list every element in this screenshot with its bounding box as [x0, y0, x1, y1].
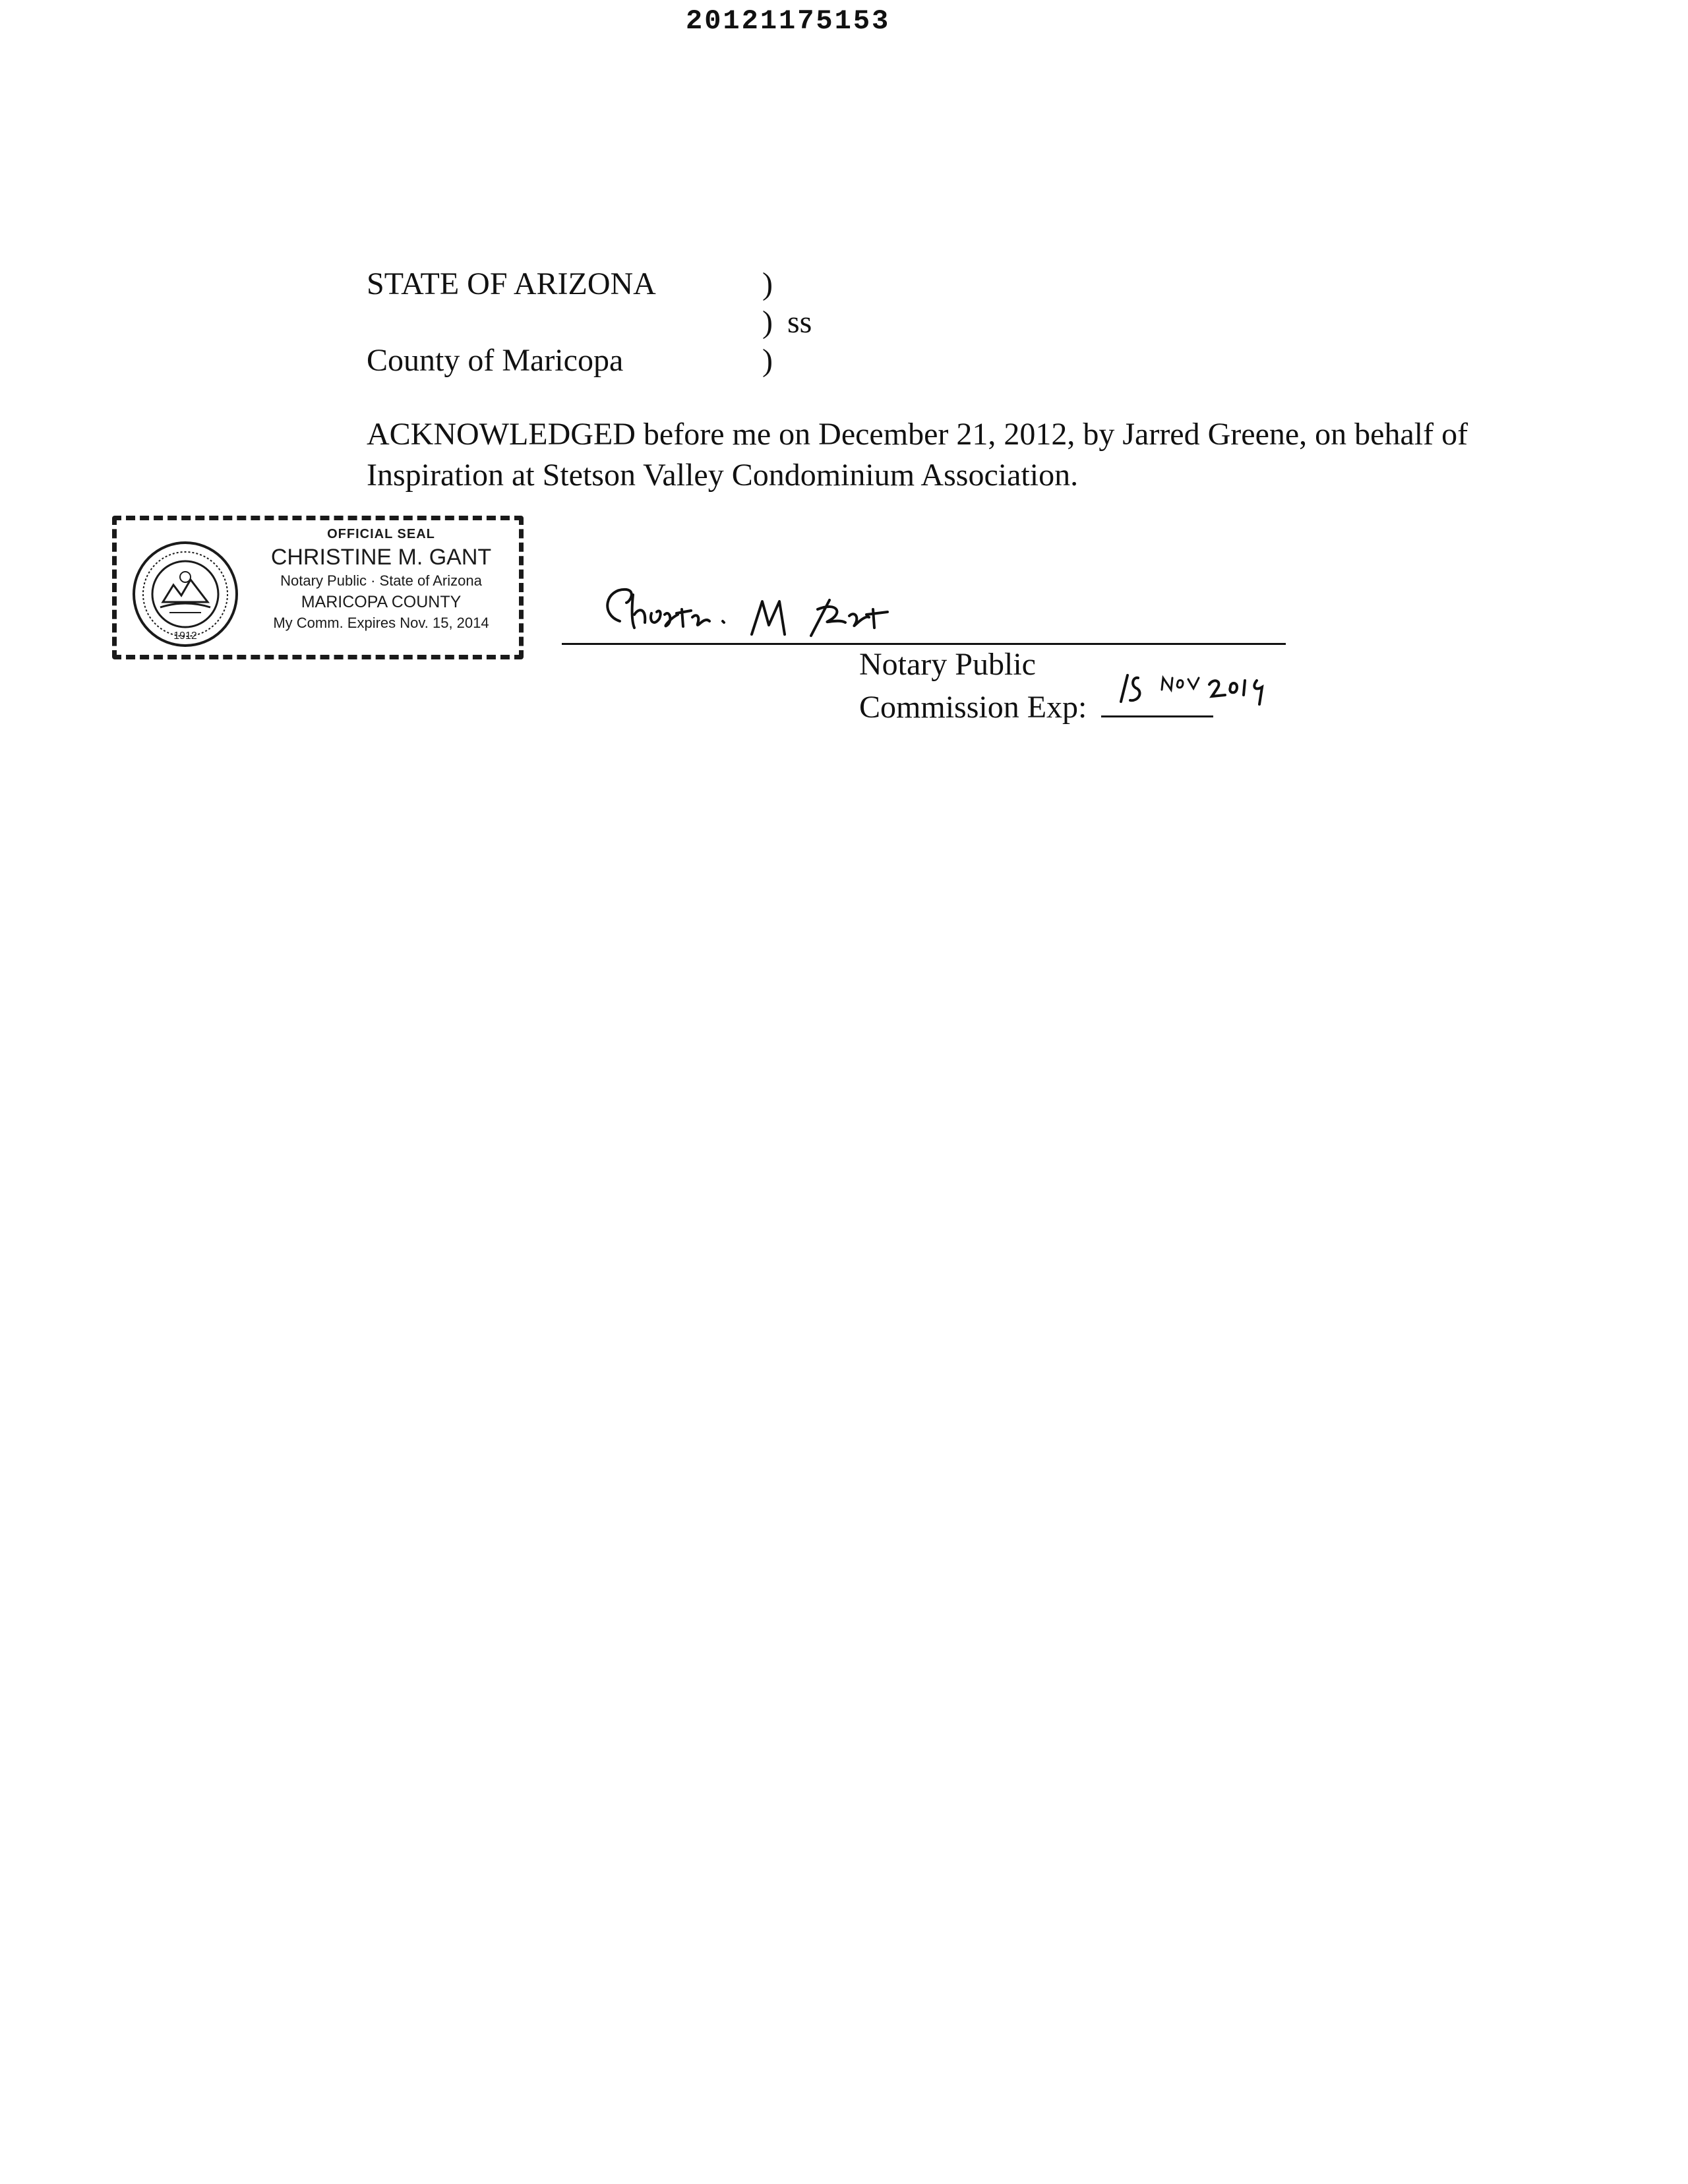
seal-text-block: [246, 524, 516, 634]
signature-text: Christine M Gant: [593, 575, 598, 576]
acknowledgment-paragraph: [367, 414, 1501, 496]
venue-block: [367, 265, 1026, 380]
document-number: 20121175153: [686, 5, 891, 37]
seal-expiration: My Comm. Expires Nov. 15, 2014: [273, 615, 489, 631]
acknowledgment-line-1: ACKNOWLEDGED before me on December 21, 2012, by Jarred Greene, on behalf of: [367, 417, 1468, 452]
venue-state: STATE OF ARIZONA: [367, 266, 656, 301]
state-seal-emblem-icon: [130, 539, 241, 650]
seal-emblem-year: 1912: [173, 630, 197, 642]
venue-paren-2: ): [762, 305, 773, 340]
commission-label: Commission Exp:: [859, 690, 1087, 725]
notary-seal-stamp: [112, 516, 524, 659]
commission-handwritten-date: [1101, 661, 1312, 713]
notary-block: [859, 645, 1312, 727]
seal-title: OFFICIAL SEAL: [327, 527, 435, 541]
commission-value-field: [1095, 684, 1312, 717]
venue-ss-row: [367, 303, 1026, 342]
seal-notary-name: CHRISTINE M. GANT: [270, 545, 492, 570]
venue-ss: ss: [787, 305, 812, 340]
seal-office: Notary Public · State of Arizona: [280, 572, 482, 589]
venue-paren-3: ): [762, 343, 773, 378]
notary-title: Notary Public: [859, 647, 1036, 682]
notary-signature: [593, 575, 963, 654]
venue-state-row: [367, 265, 1026, 303]
venue-county: County of Maricopa: [367, 343, 624, 378]
seal-county: MARICOPA COUNTY: [301, 593, 462, 611]
acknowledgment-line-2: Inspiration at Stetson Valley Condominium Association.: [367, 458, 1079, 493]
venue-county-row: [367, 342, 1026, 380]
commission-underline: [1101, 715, 1213, 717]
venue-paren-1: ): [762, 266, 773, 301]
